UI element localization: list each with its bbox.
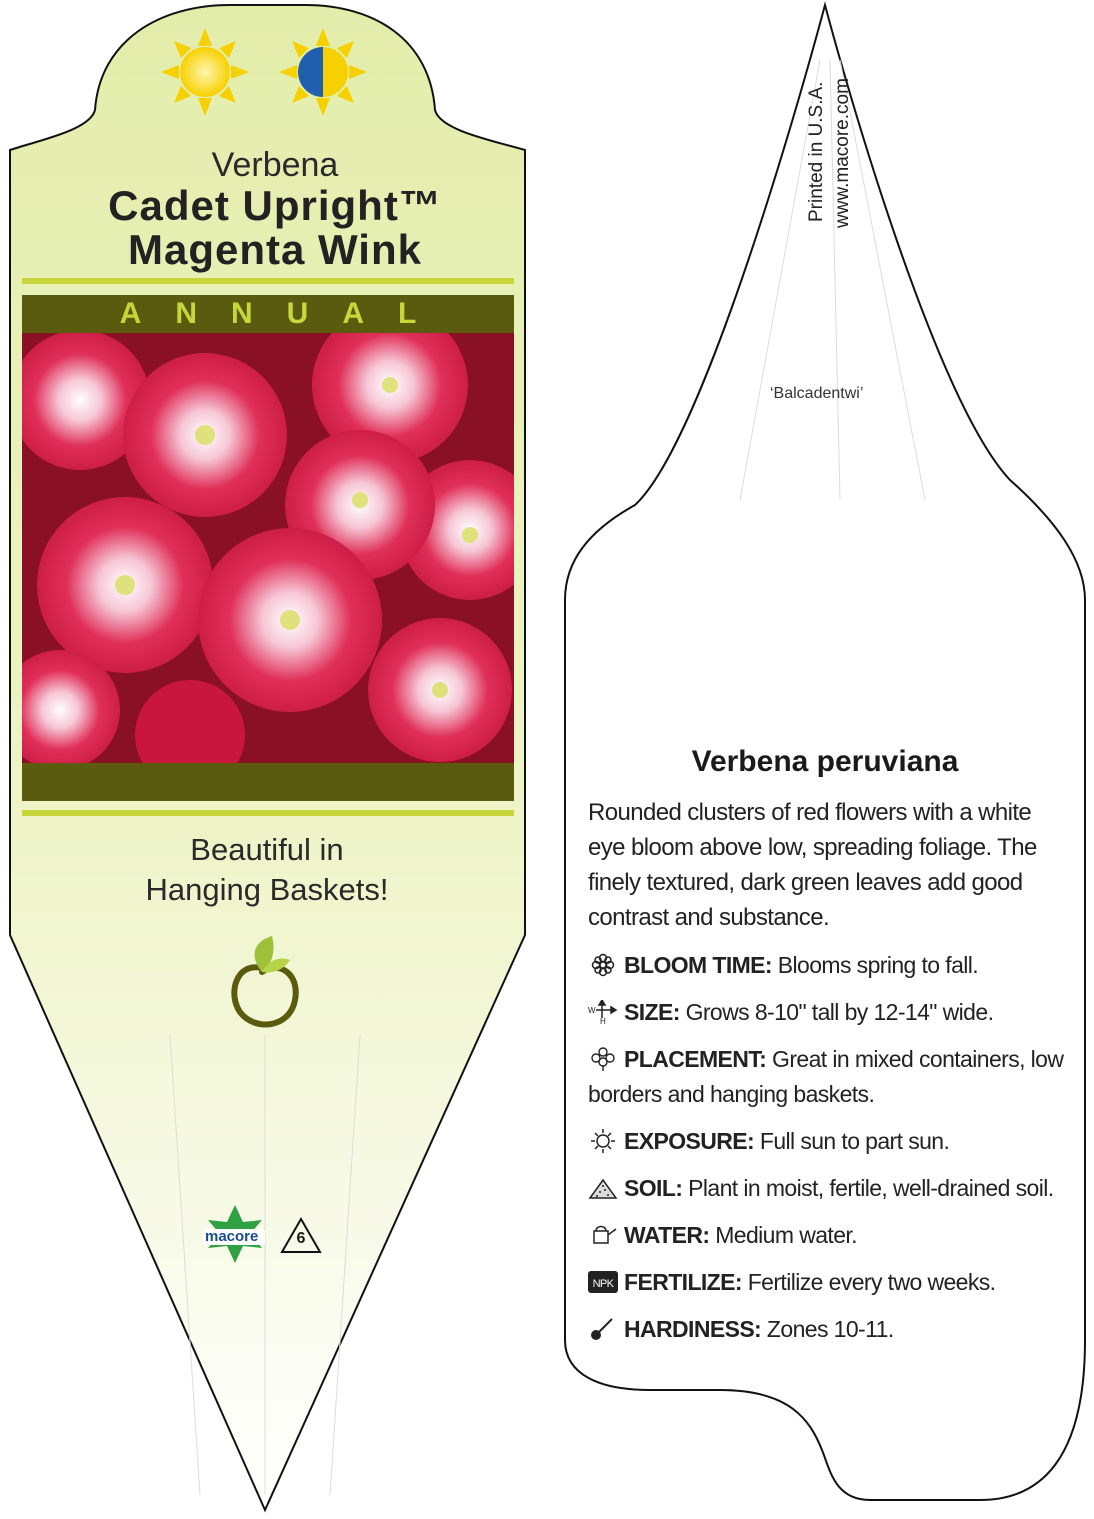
npk-icon: [588, 1270, 618, 1294]
care-soil: [588, 1171, 1068, 1206]
care-label: SIZE:: [624, 999, 680, 1025]
care-text: Great in mixed containers, low borders and hanging baskets.: [588, 1046, 1064, 1107]
genus-heading: Verbena: [211, 146, 339, 184]
care-label: SOIL:: [624, 1175, 683, 1201]
size-h-letter: H: [600, 1017, 606, 1024]
tagline: [60, 830, 474, 910]
variety-name-line2: Magenta Wink: [128, 226, 422, 273]
care-bloom-time: [588, 948, 1068, 983]
care-placement: [588, 1042, 1068, 1112]
species-heading: Verbena peruviana: [691, 745, 959, 778]
thermometer-icon: [588, 1317, 618, 1341]
flower-photo: [0, 307, 540, 790]
part-sun-icon: [279, 28, 367, 116]
care-size: [588, 995, 1068, 1030]
care-label: WATER:: [624, 1222, 710, 1248]
care-hardiness: [588, 1312, 1068, 1347]
care-text: Grows 8-10" tall by 12-14" wide.: [685, 999, 994, 1025]
care-water: [588, 1218, 1068, 1253]
care-text: Fertilize every two weeks.: [747, 1269, 996, 1295]
care-text: Full sun to part sun.: [759, 1128, 950, 1154]
brand-name: macore: [205, 1228, 259, 1245]
full-sun-icon: [161, 28, 249, 116]
website: www.macore.com: [832, 78, 853, 228]
variety-name: [30, 184, 520, 272]
cultivar-name: ‘Balcadentwi’: [770, 385, 864, 402]
category-label: ANNUAL: [119, 297, 451, 330]
flower-cluster-icon: [588, 1047, 618, 1071]
npk-text: NPK: [592, 1278, 614, 1290]
care-label: FERTILIZE:: [624, 1269, 742, 1295]
soil-icon: [588, 1176, 618, 1200]
recycle-code: 6: [296, 1230, 306, 1247]
care-text: Zones 10-11.: [766, 1316, 894, 1342]
care-label: PLACEMENT:: [624, 1046, 767, 1072]
care-text: Blooms spring to fall.: [777, 952, 979, 978]
sun-icon: [588, 1129, 618, 1153]
watering-can-icon: [588, 1223, 618, 1247]
size-arrows-icon: [588, 1000, 618, 1024]
care-text: Plant in moist, fertile, well-drained soil.: [688, 1175, 1054, 1201]
care-label: HARDINESS:: [624, 1316, 762, 1342]
size-w-letter: W: [588, 1006, 595, 1015]
tagline-line2: Hanging Baskets!: [145, 872, 389, 907]
variety-name-line1: Cadet Upright™: [108, 182, 442, 229]
description: Rounded clusters of red flowers with a white eye bloom above low, spreading foliage. The finely textured, dark green leaves add good contrast and substance.: [588, 799, 1037, 931]
flower-icon: [588, 953, 618, 977]
tagline-line1: Beautiful in: [190, 832, 344, 867]
care-exposure: [588, 1124, 1068, 1159]
care-label: EXPOSURE:: [624, 1128, 755, 1154]
care-label: BLOOM TIME:: [624, 952, 772, 978]
printed-in: Printed in U.S.A.: [806, 81, 827, 222]
care-fertilize: [588, 1265, 1068, 1300]
care-text: Medium water.: [715, 1222, 857, 1248]
